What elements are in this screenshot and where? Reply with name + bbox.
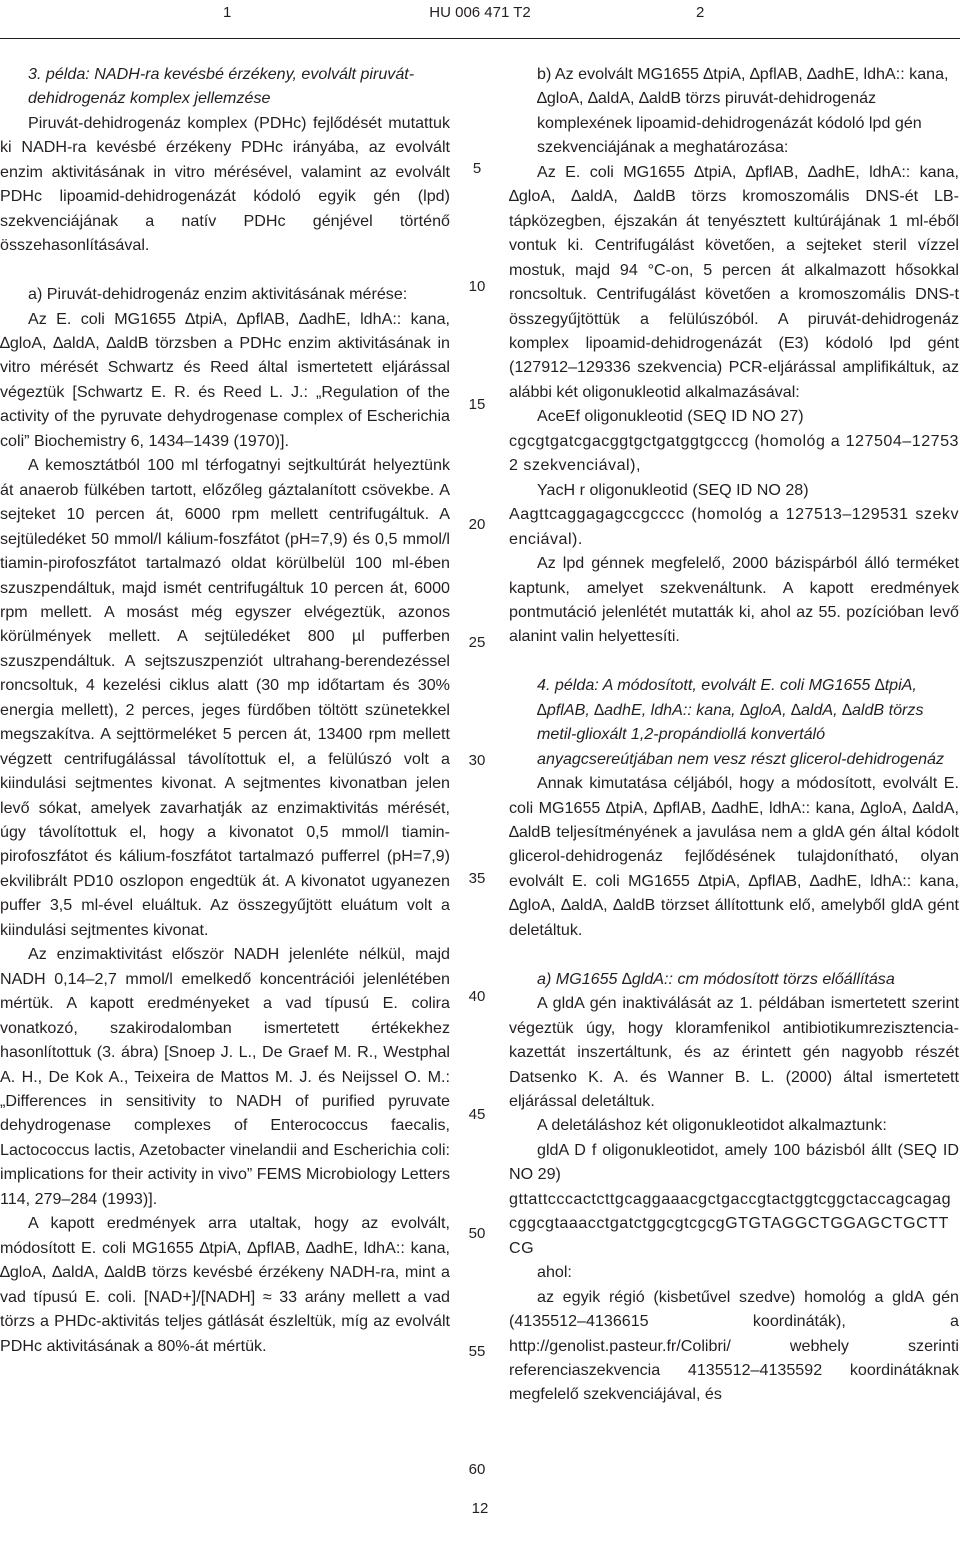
oligonucleotide-sequence: cgcgtgatcgacggtgctgatggtgcccg (homológ a 127504–127532 szekvenciával), (509, 431, 959, 475)
header-rule (0, 38, 960, 39)
line-number: 30 (468, 752, 486, 769)
paragraph: az egyik régió (kisbetűvel szedve) homológ a gldA gén (4135512–4136615 koordináták), a http://genolist.pasteur.fr/Colibri/ webhely szerinti referenciaszekvencia 4135512–4135592 koordinátáknak megfelelő szekvenciájával, és (509, 1287, 959, 1404)
line-number: 35 (468, 870, 486, 887)
line-number: 25 (468, 634, 486, 651)
line-number: 20 (468, 516, 486, 533)
paragraph: ahol: (537, 1263, 572, 1282)
paragraph: Az lpd génnek megfelelő, 2000 bázispárból álló terméket kaptunk, amelyet szekvenáltunk. A kapott eredmények pontmutáció jelenlétét mutatták ki, ahol az 55. pozícióban levő alanint valin helyettesíti. (509, 554, 959, 646)
line-number: 45 (468, 1106, 486, 1123)
page-number: 12 (471, 1500, 489, 1517)
section-b-heading: b) Az evolvált MG1655 ∆tpiA, ∆pflAB, ∆adhE, ldhA:: kana, ∆gloA, ∆aldA, ∆aldB törzs piruvát-dehidrogenáz komplexének lipoamid-dehidrogenázát kódoló lpd gén szekvenciájának a meghatározása: (537, 65, 949, 157)
oligonucleotide-sequence: Aagttcaggagagccgcccc (homológ a 127513–129531 szekvenciával). (509, 505, 959, 548)
oligonucleotide-label: AceEf oligonukleotid (SEQ ID NO 27) (537, 407, 804, 426)
oligonucleotide-label: YacH r oligonukleotid (SEQ ID NO 28) (537, 480, 809, 499)
line-number: 50 (468, 1225, 486, 1242)
line-number: 15 (468, 396, 486, 413)
paragraph: A kapott eredmények arra utaltak, hogy az evolvált, módosított E. coli MG1655 ∆tpiA, ∆pflAB, ∆adhE, ldhA:: kana, ∆gloA, ∆aldA, ∆aldB törzs kevésbé érzékeny NADH-ra, mint a vad típusú E. coli. [NAD+]/[NADH] ≈ 33 arány mellett a vad törzs a PHDc-aktivitás teljes gátlását észleltük, míg az evolvált PDHc aktivitásának a 80%-át mértük. (0, 1214, 450, 1355)
left-column (0, 62, 450, 1358)
line-number: 5 (472, 160, 482, 177)
line-number: 55 (468, 1343, 486, 1360)
paragraph: Annak kimutatása céljából, hogy a módosított, evolvált E. coli MG1655 ∆tpiA, ∆pflAB, ∆adhE, ldhA:: kana, ∆gloA, ∆aldA, ∆aldB teljesítményének a javulása nem a gldA gén által kódolt glicerol-dehidrogenáz fejlődésének tulajdonítható, olyan evolvált E. coli MG1655 ∆tpiA, ∆pflAB, ∆adhE, ldhA:: kana, ∆gloA, ∆aldA, ∆aldB törzset állítottunk elő, amelyből gldA gént deletáltuk. (509, 774, 959, 939)
paragraph: Az enzimaktivitást először NADH jelenléte nélkül, majd NADH 0,14–2,7 mmol/l emelkedő koncentrációi jelenlétében mértük. A kapott eredményeket a vad típusú E. colira vonatkozó, szakirodalomban ismertetett értékekhez hasonlítottuk (3. ábra) [Snoep J. L., De Graef M. R., Westphal A. H., De Kok A., Teixeira de Mattos M. J. és Neijssel O. M.: „Differences in sensitivity to NADH of purified pyruvate dehydrogenase complexes of Enterococcus faecalis, Lactococcus lactis, Azetobacter vinelandii and Escherichia coli: implications for their activity in vivo” FEMS Microbiology Letters 114, 279–284 (1993)]. (0, 945, 450, 1208)
example-3-heading: 3. példa: NADH-ra kevésbé érzékeny, evolvált piruvát-dehidrogenáz komplex jellemzése (28, 65, 415, 108)
line-number: 10 (468, 278, 486, 295)
paragraph: Piruvát-dehidrogenáz komplex (PDHc) fejlődését mutattuk ki NADH-ra kevésbé érzékeny PDHc irányába, az evolvált enzim aktivitásának in vitro mérésével, valamint az evolvált PDHc lipoamid-dehidrogenázát kódoló egyik gén (lpd) szekvenciájának a natív PDHc génjével történő összehasonlításával. (0, 113, 450, 255)
example-4-heading: 4. példa: A módosított, evolvált E. coli MG1655 ∆tpiA, ∆pflAB, ∆adhE, ldhA:: kana, ∆gloA, ∆aldA, ∆aldB törzs metil-glioxált 1,2-propándiollá konvertáló anyagcsereútjában nem vesz részt glicerol-dehidrogenáz (537, 676, 945, 768)
column-number-left: 1 (223, 4, 232, 21)
paragraph: A gldA gén inaktiválását az 1. példában ismertetett szerint végeztük úgy, hogy kloramfenikol antibiotikumrezisztencia-kazettát inszertáltunk, és az érintett gén nagyobb részét Datsenko K. A. és Wanner B. L. (2000) által ismertetett eljárással deletáltuk. (509, 994, 959, 1110)
paragraph: Az E. coli MG1655 ∆tpiA, ∆pflAB, ∆adhE, ldhA:: kana, ∆gloA, ∆aldA, ∆aldB törzs kromoszomális DNS-ét LB-tápközegben, éjszakán át tenyésztett kultúrájának 1 ml-éből vontuk ki. Centrifugálást követően, a sejteket steril vízzel mostuk, majd 94 °C-on, 5 percen át alkalmazott hősokkal roncsoltuk. Centrifugálást követően a kromoszomális DNS-t összegyűjtöttük a felülúszóból. A piruvát-dehidrogenáz komplex lipoamid-dehidrogenázát (E3) kódoló lpd gént (127912–129336 szekvencia) PCR-eljárással amplifikáltuk, az alábbi két oligonukleotid alkalmazásával: (509, 162, 959, 401)
right-column (509, 62, 959, 1407)
paragraph: Az E. coli MG1655 ∆tpiA, ∆pflAB, ∆adhE, ldhA:: kana, ∆gloA, ∆aldA, ∆aldB törzsben a PDHc enzim aktivitásának in vitro mérését Schwartz és Reed által ismertetett eljárással végeztük [Schwartz E. R. és Reed L. J.: „Regulation of the activity of the pyruvate dehydrogenase complex of Escherichia coli” Biochemistry 6, 1434–1439 (1970)]. (0, 309, 450, 450)
line-number: 40 (468, 988, 486, 1005)
paragraph: gldA D f oligonukleotidot, amely 100 bázisból állt (SEQ ID NO 29) (509, 1140, 959, 1184)
section-a-heading: a) MG1655 ∆gldA:: cm módosított törzs előállítása (537, 969, 895, 988)
paragraph: A kemosztátból 100 ml térfogatnyi sejtkultúrát helyeztünk át anaerob fülkében tartott, előzőleg gáztalanított csövekbe. A sejteket 10 percen át, 6000 rpm mellett centrifugáltuk. A sejtüledéket 50 mmol/l kálium-foszfátot (pH=7,9) és 0,5 mmol/l tiamin-pirofoszfátot tartalmazó oldat körülbelül 100 ml-ében szuszpendáltuk, majd ismét centrifugáltuk 10 percen át, 6000 rpm mellett. A mosást még egyszer elvégeztük, azonos körülmények mellett. A sejtüledéket 800 µl pufferben szuszpendáltuk. A sejtszuszpenziót ultrahang-berendezéssel roncsoltuk, 4 kezelési ciklus alatt (30 mp időtartam és 30% energia mellett), 2 perces, jeges fürdőben töltött szünetekkel megszakítva. A sejttörmeléket 5 percen át, 13400 rpm mellett végzett centrifugálással távolítottuk el, a felülúszó volt a kiindulási sejtmentes kivonat. A sejtmentes kivonatban jelen levő sókat, amelyek zavarhatják az enzimaktivitás mérését, úgy távolítottuk el, hogy a kivonatot 0,5 mmol/l tiamin-pirofoszfátot és kálium-foszfátot tartalmazó pufferrel (pH=7,9) ekvilibrált PD10 oszlopon engedtük át. A kivonatot ugyanezen puffer 3,5 ml-ével eluáltuk. Az összegyűjtött eluátum volt a kiindulási sejtmentes kivonat. (0, 456, 450, 939)
line-number: 60 (468, 1461, 486, 1478)
dna-sequence: gttattcccactcttgcaggaaacgctgaccgtactggtcggctaccagcagagcggcgtaaacctgatctggcgtcgcgGTGTAGGCTGGAGCTGCTTCG (509, 1189, 952, 1257)
paragraph: A deletáláshoz két oligonukleotidot alkalmaztunk: (537, 1116, 887, 1135)
column-number-right: 2 (696, 4, 705, 21)
section-a-heading: a) Piruvát-dehidrogenáz enzim aktivitásának mérése: (28, 285, 408, 304)
patent-number: HU 006 471 T2 (429, 4, 531, 21)
